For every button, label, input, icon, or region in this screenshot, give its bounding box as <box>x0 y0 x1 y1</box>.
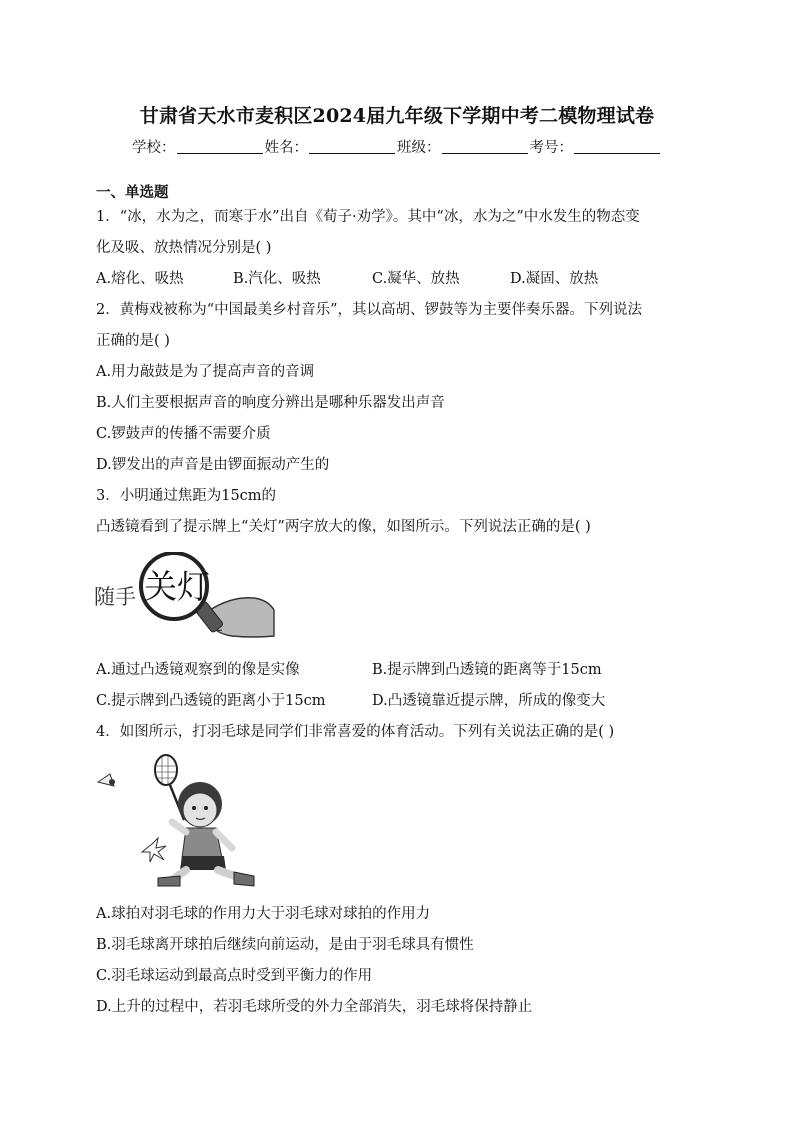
magnifier-figure <box>92 552 278 642</box>
page-title: 甘肃省天水市麦积区2024届九年级下学期中考二模物理试卷 <box>139 105 655 127</box>
q2-option-b: B.人们主要根据声音的响度分辨出是哪种乐器发出声音 <box>96 395 445 411</box>
q3-option-d: D.凸透镜靠近提示牌，所成的像变大 <box>372 693 606 709</box>
q4-option-d: D.上升的过程中，若羽毛球所受的外力全部消失，羽毛球将保持静止 <box>96 999 533 1015</box>
q3-stem-line2: 凸透镜看到了提示牌上“关灯”两字放大的像，如图所示。下列说法正确的是( ) <box>96 519 591 535</box>
q3-stem-line1: 3．小明通过焦距为15cm的 <box>96 488 277 504</box>
section-title: 一、单选题 <box>96 185 169 201</box>
q1-option-a: A.熔化、吸热 <box>96 271 184 287</box>
hand-shape <box>210 598 274 637</box>
badminton-figure <box>94 752 264 892</box>
q2-stem-line2: 正确的是( ) <box>96 333 170 349</box>
school-label: 学校： <box>132 140 176 156</box>
q4-stem-line1: 4．如图所示，打羽毛球是同学们非常喜爱的体育活动。下列有关说法正确的是( ) <box>96 724 615 740</box>
sign-text: 随手 <box>94 585 136 609</box>
q1-stem-line2: 化及吸、放热情况分别是( ) <box>96 240 272 256</box>
q2-option-a: A.用力敲鼓是为了提高声音的音调 <box>96 364 315 380</box>
q1-stem-line1: 1．“冰，水为之，而寒于水”出自《荀子·劝学》。其中“冰，水为之”中水发生的物态变 <box>96 209 640 225</box>
player-figure <box>158 782 254 886</box>
impact-burst-icon <box>142 838 166 862</box>
name-label: 姓名： <box>264 140 308 156</box>
q2-option-c: C.锣鼓声的传播不需要介质 <box>96 426 271 442</box>
shuttlecock-icon <box>98 774 115 786</box>
name-blank <box>309 139 395 154</box>
q3-option-a: A.通过凸透镜观察到的像是实像 <box>96 662 300 678</box>
q3-option-c: C.提示牌到凸透镜的距离小于15cm <box>96 693 326 709</box>
q4-option-a: A.球拍对羽毛球的作用力大于羽毛球对球拍的作用力 <box>96 906 431 922</box>
q2-stem-line1: 2．黄梅戏被称为“中国最美乡村音乐”，其以高胡、锣鼓等为主要伴奏乐器。下列说法 <box>96 302 643 318</box>
q2-option-d: D.锣发出的声音是由锣面振动产生的 <box>96 457 330 473</box>
number-blank <box>574 139 660 154</box>
magnified-text: 关灯 <box>144 567 210 606</box>
q4-option-b: B.羽毛球离开球拍后继续向前运动，是由于羽毛球具有惯性 <box>96 937 474 953</box>
school-blank <box>177 139 263 154</box>
q1-option-d: D.凝固、放热 <box>510 271 599 287</box>
q1-option-b: B.汽化、吸热 <box>233 271 321 287</box>
number-label: 考号： <box>529 140 573 156</box>
q1-option-c: C.凝华、放热 <box>372 271 460 287</box>
q3-option-b: B.提示牌到凸透镜的距离等于15cm <box>372 662 602 678</box>
class-blank <box>442 139 528 154</box>
student-info-line <box>0 136 794 157</box>
q4-option-c: C.羽毛球运动到最高点时受到平衡力的作用 <box>96 968 373 984</box>
class-label: 班级： <box>397 140 441 156</box>
